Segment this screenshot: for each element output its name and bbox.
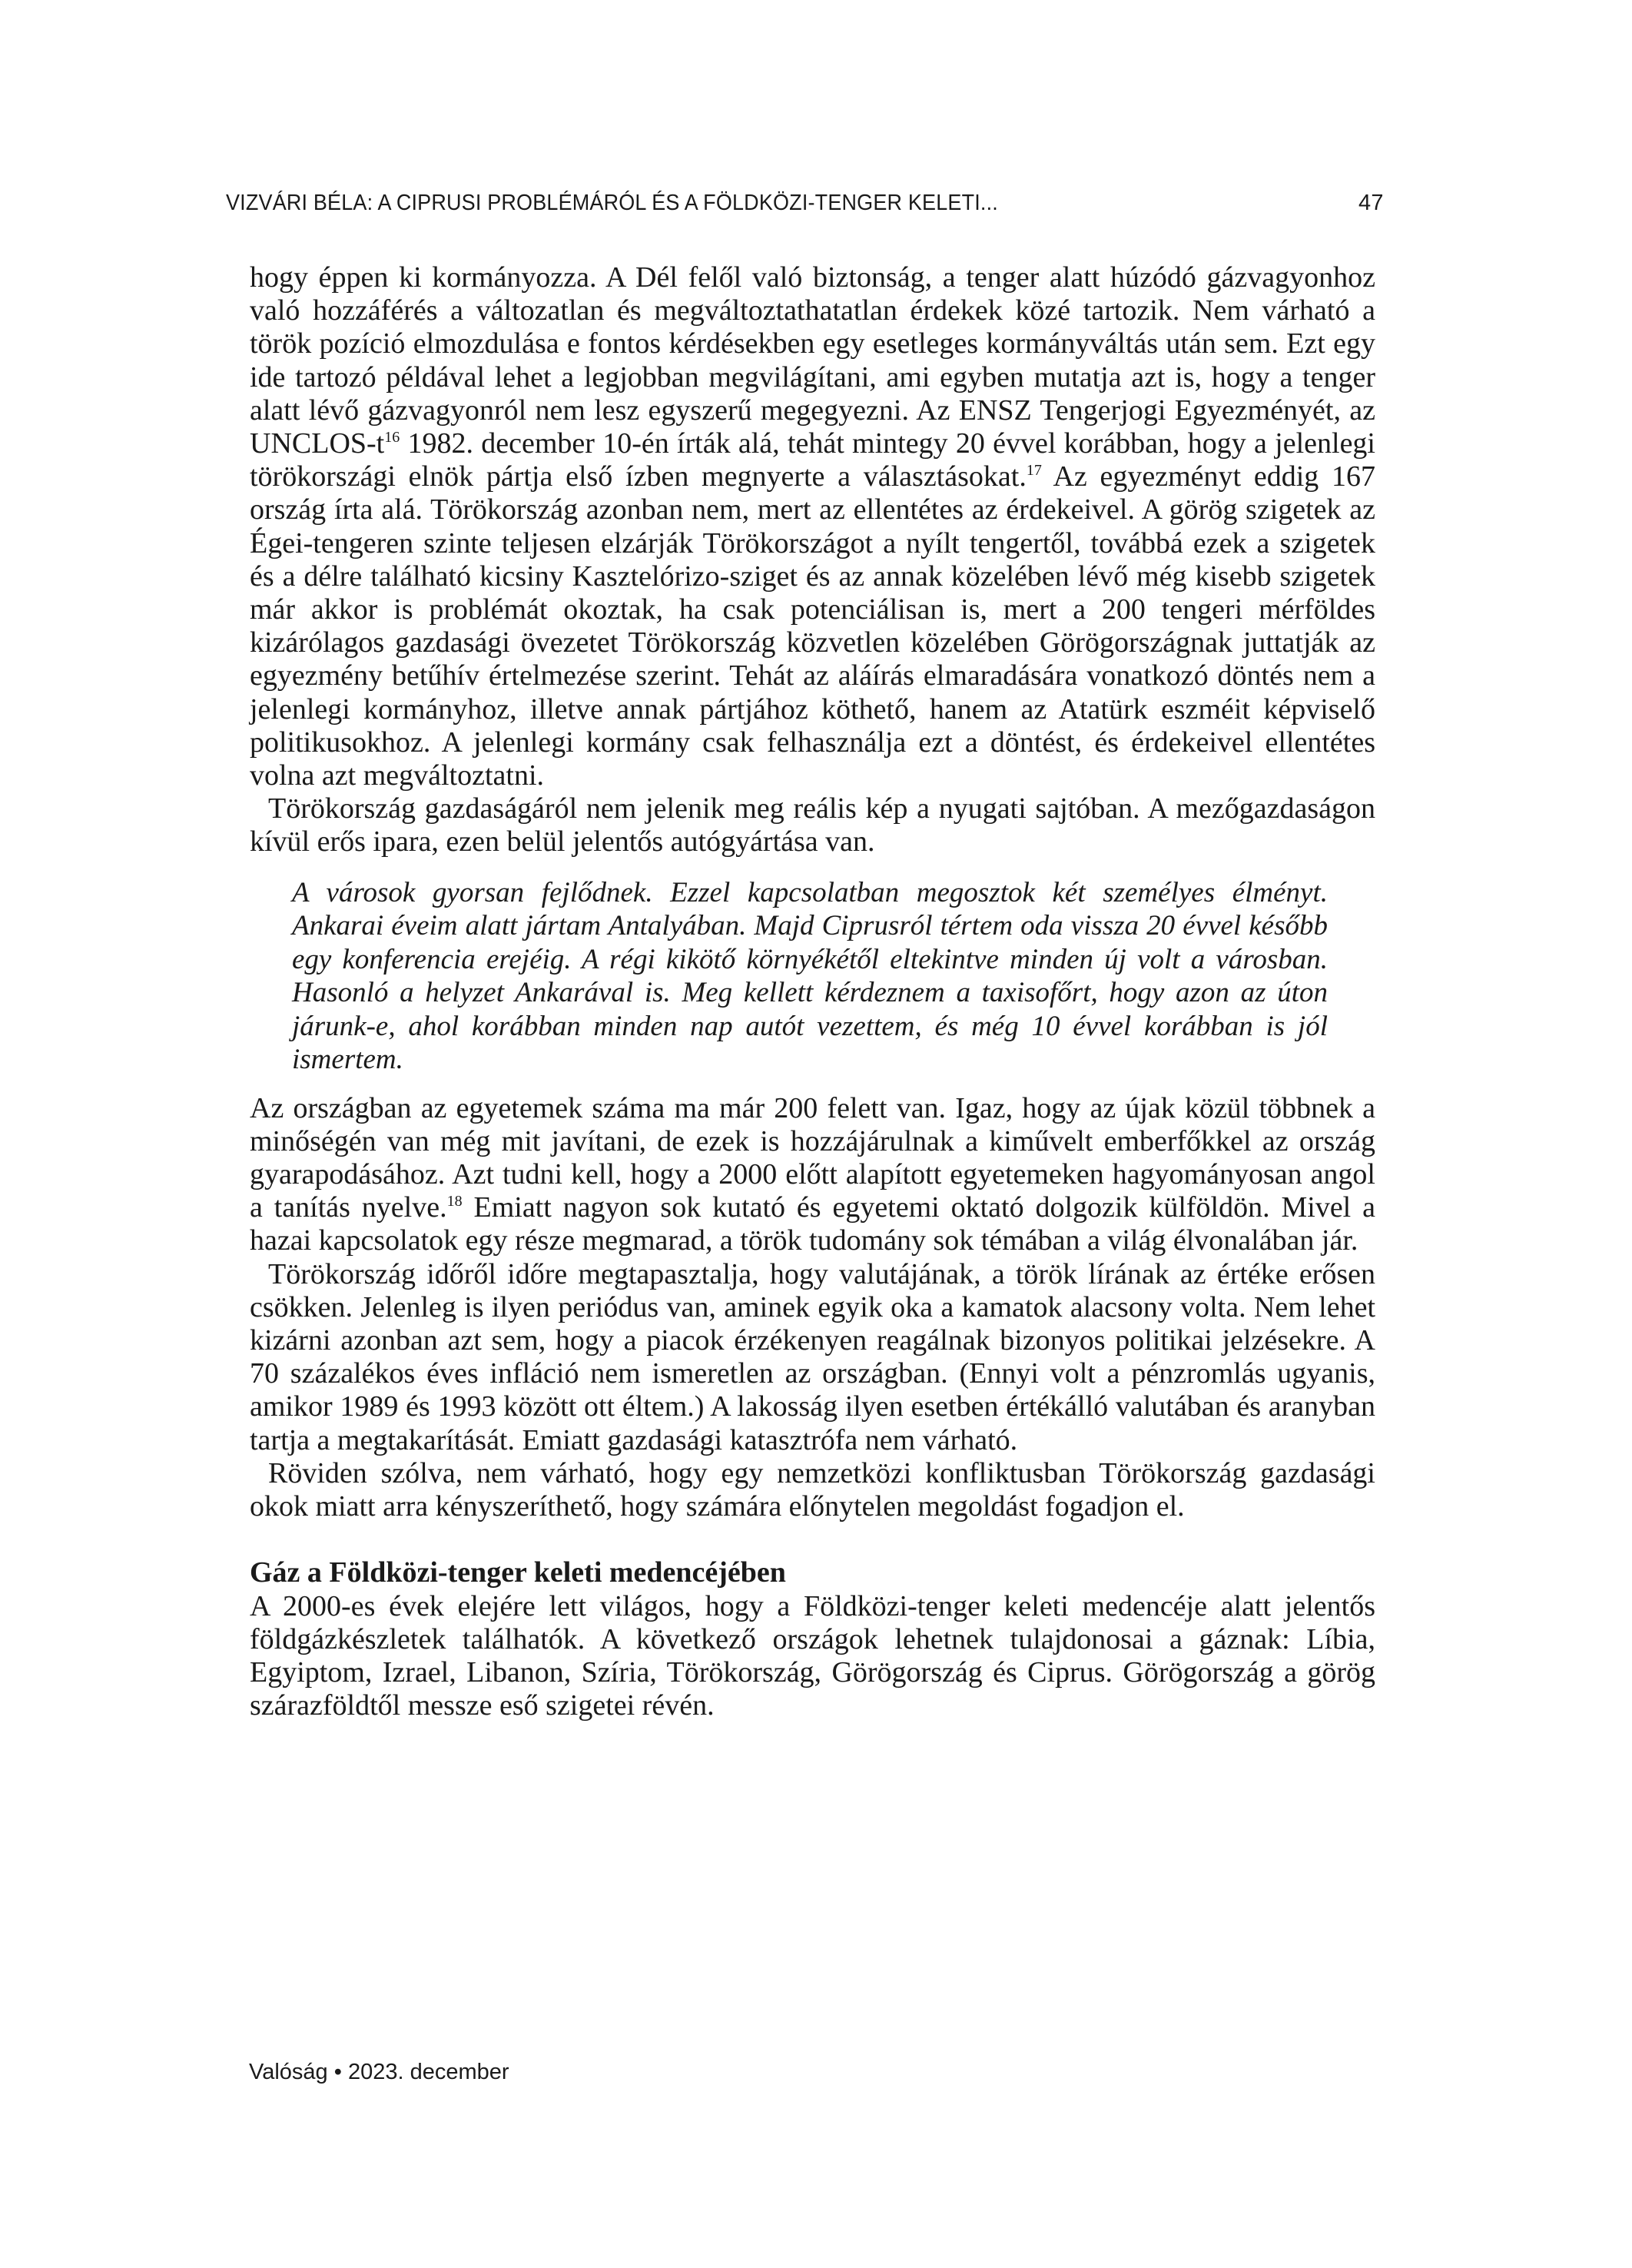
paragraph-universities bbox=[250, 1092, 1375, 1258]
page-footer bbox=[249, 2060, 509, 2085]
paragraph-currency: Törökország időről időre megtapasztalja, hogy valutájának, a török lírának az értéke erősen csökken. Jelenleg is ilyen periódus van, aminek egyik oka a kamatok alacsony volta. Nem lehet kizárni azonban azt sem, hogy a piacok érzékenyen reagálnak bizonyos politikai jelzésekre. A 70 százalékos éves infláció nem ismeretlen az országban. (Ennyi volt a pénzromlás ugyanis, amikor 1989 és 1993 között ott éltem.) A lakosság ilyen esetben értékálló valutában és aranyban tartja a megtakarítását. Emiatt gazdasági katasztrófa nem várható. bbox=[250, 1257, 1375, 1456]
paragraph-text: hogy éppen ki kormányozza. A Dél felől való biztonság, a tenger alatt húzódó gázvagyonhoz való hozzáférés a változatlan és megváltoztathatatlan érdekek közé tartozik. Nem várható a török pozíció elmozdulása e fontos kérdésekben egy esetleges kormányváltás után sem. Ezt egy ide tartozó példával lehet a legjobban megvilágítani, ami egyben mutatja azt is, hogy a tenger alatt lévő gázvagyonról nem lesz egyszerű megegyezni. Az ENSZ Tengerjogi Egyezményét, az UNCLOS-t bbox=[250, 261, 1375, 460]
block-quote: A városok gyorsan fejlődnek. Ezzel kapcsolatban megosztok két személyes élményt. Ankarai éveim alatt jártam Antalyában. Majd Ciprusról tértem oda vissza 20 évvel később egy konferencia erejéig. A régi kikötő környékétől eltekintve minden új volt a városban. Hasonló a helyzet Ankarával is. Meg kellett kérdeznem a taxisofőrt, hogy azon az úton járunk-e, ahol korábban minden nap autót vezettem, és még 10 évvel korábban is jól ismertem. bbox=[292, 876, 1328, 1076]
article-body bbox=[250, 261, 1375, 1722]
bullet-separator: • bbox=[333, 2060, 342, 2084]
footnote-ref-18[interactable]: 18 bbox=[446, 1193, 463, 1210]
section-heading: Gáz a Földközi-tenger keleti medencéjében bbox=[250, 1556, 786, 1589]
footnote-ref-16[interactable]: 16 bbox=[384, 429, 400, 447]
paragraph-text: Az egyezményt eddig 167 ország írta alá. Törökország azonban nem, mert az ellentétes az érdekeivel. A görög szigetek az Égei-tengeren szinte teljesen elzárják Törökországot a nyílt tengertől, továbbá ezek a szigetek és a délre található kicsiny Kasztelórizo-sziget és az annak közelében lévő még kisebb szigetek már akkor is problémát okoztak, ha csak potenciálisan is, mert a 200 tengeri mérföldes kizárólagos gazdasági övezetet Törökország közvetlen közelében Görögországnak juttatják az egyezmény betűhív értelmezése szerint. Tehát az aláírás elmaradására vonatkozó döntés nem a jelenlegi kormányhoz, illetve annak pártjához köthető, hanem az Atatürk eszméit képviselő politikusokhoz. A jelenlegi kormány csak felhasználja ezt a döntést, és érdekeivel ellentétes volna azt megváltoztatni. bbox=[250, 460, 1376, 792]
issue-date: 2023. december bbox=[347, 2060, 509, 2084]
paragraph-text: 1982. december 10-én írták alá, tehát mintegy 20 évvel korábban, hogy a jelenlegi törökországi elnök pártja első ízben megnyerte a választásokat. bbox=[250, 427, 1375, 493]
page-number: 47 bbox=[1358, 191, 1384, 215]
paragraph-gas: A 2000-es évek elejére lett világos, hogy a Földközi-tenger keleti medencéje alatt jelentős földgázkészletek találhatók. A következő országok lehetnek tulajdonosai a gáznak: Líbia, Egyiptom, Izrael, Libanon, Szíria, Törökország, Görögország és Ciprus. Görögország a görög szárazföldtől messze eső szigetei révén. bbox=[250, 1589, 1375, 1722]
running-header bbox=[226, 191, 1384, 221]
footnote-ref-17[interactable]: 17 bbox=[1026, 462, 1042, 480]
paragraph-text: Az országban az egyetemek száma ma már 200 felett van. Igaz, hogy az újak közül többnek a minőségén van még mit javítani, de ezek is hozzájárulnak a kiművelt emberfőkkel az ország gyarapodásához. Azt tudni kell, hogy a 2000 előtt alapított egyetemeken hagyományosan angol a tanítás nyelve. bbox=[250, 1091, 1375, 1224]
journal-name: Valóság bbox=[249, 2060, 328, 2084]
paragraph-summary: Röviden szólva, nem várható, hogy egy nemzetközi konfliktusban Törökország gazdasági okok miatt arra kényszeríthető, hogy számára előnytelen megoldást fogadjon el. bbox=[250, 1456, 1375, 1523]
paragraph-economy: Törökország gazdaságáról nem jelenik meg reális kép a nyugati sajtóban. A mezőgazdaságon kívül erős ipara, ezen belül jelentős autógyártása van. bbox=[250, 792, 1375, 858]
running-title: VIZVÁRI BÉLA: A CIPRUSI PROBLÉMÁRÓL ÉS A FÖLDKÖZI-TENGER KELETI... bbox=[226, 191, 998, 215]
paragraph-unclos bbox=[250, 261, 1375, 792]
paragraph-text: Emiatt nagyon sok kutató és egyetemi oktató dolgozik külföldön. Mivel a hazai kapcsolatok egy része megmarad, a török tudomány sok témában a világ élvonalában jár. bbox=[250, 1191, 1375, 1257]
